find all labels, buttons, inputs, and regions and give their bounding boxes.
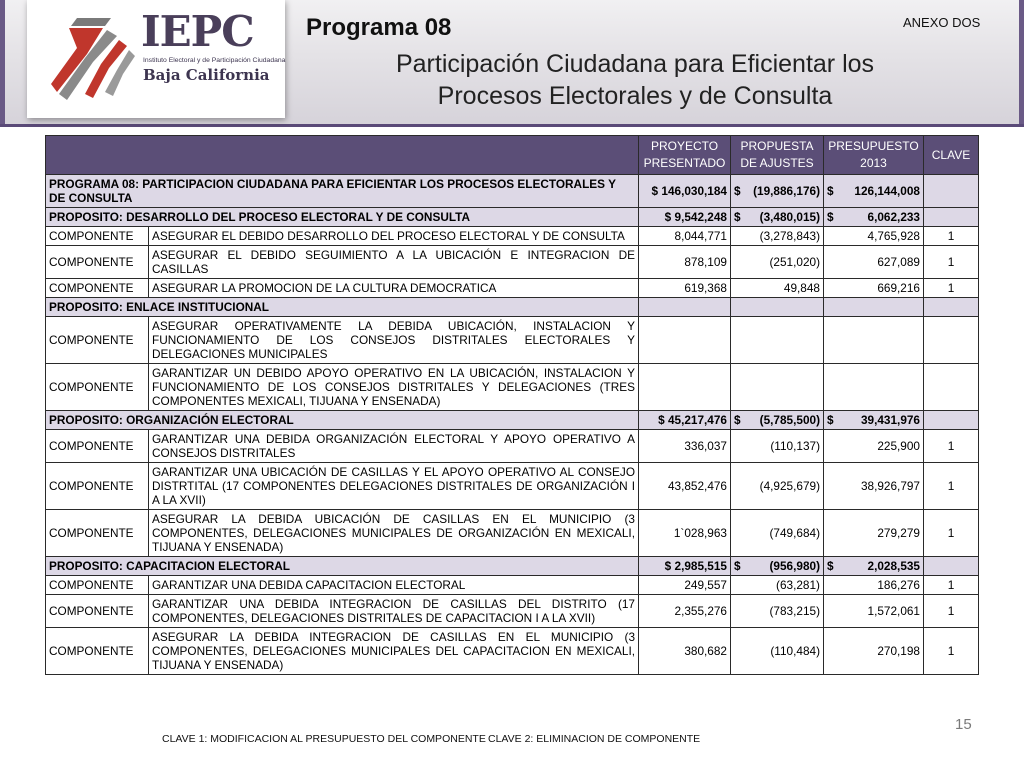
- component-type: COMPONENTE: [46, 364, 149, 411]
- program-total-row: [46, 175, 979, 208]
- section-row: [46, 557, 979, 576]
- section-label: PROPOSITO: CAPACITACION ELECTORAL: [46, 557, 639, 576]
- section-presupuesto-sign: $: [827, 413, 834, 427]
- section-presupuesto: 39,431,976: [860, 413, 920, 427]
- component-proyecto: 336,037: [639, 430, 731, 463]
- component-row: [46, 463, 979, 510]
- component-type: COMPONENTE: [46, 628, 149, 675]
- component-description: ASEGURAR EL DEBIDO SEGUIMIENTO A LA UBICACIÓN E INTEGRACION DE CASILLAS: [149, 246, 639, 279]
- page-number: 15: [955, 716, 972, 733]
- section-propuesta-cell: [731, 411, 824, 430]
- section-clave: [924, 411, 979, 430]
- logo-state-line: Baja California: [143, 66, 270, 84]
- component-clave: 1: [924, 227, 979, 246]
- program-presupuesto-sign: $: [827, 184, 834, 198]
- program-propuesta-sign: $: [734, 184, 741, 198]
- col-header-clave: CLAVE: [924, 136, 979, 175]
- col-header-proyecto: PROYECTO PRESENTADO: [639, 136, 731, 175]
- component-proyecto: 1`028,963: [639, 510, 731, 557]
- program-title: Programa 08: [306, 14, 452, 41]
- logo-institute-line: Instituto Electoral y de Participación Ciudadana: [143, 57, 286, 64]
- component-type: COMPONENTE: [46, 595, 149, 628]
- component-clave: 1: [924, 628, 979, 675]
- subtitle-line-1: Participación Ciudadana para Eficientar los: [395, 50, 875, 78]
- component-description: GARANTIZAR UN DEBIDO APOYO OPERATIVO EN LA UBICACIÓN, INSTALACION Y FUNCIONAMIENTO DE LOS CONSEJOS DISTRITALES Y DELEGACIONES (TRES COMPONENTES MEXICALI, TIJUANA Y ENSENADA): [149, 364, 639, 411]
- component-presupuesto: 669,216: [824, 279, 924, 298]
- component-type: COMPONENTE: [46, 246, 149, 279]
- component-description: ASEGURAR LA DEBIDA INTEGRACION DE CASILLAS EN EL MUNICIPIO (3 COMPONENTES, DELEGACIONES MUNICIPALES DEL CAPACITACION EN MEXICALI, TIJUANA Y ENSENADA): [149, 628, 639, 675]
- section-presupuesto-cell: [824, 557, 924, 576]
- component-proyecto: 249,557: [639, 576, 731, 595]
- component-row: [46, 510, 979, 557]
- component-proyecto: 878,109: [639, 246, 731, 279]
- program-subtitle: [300, 48, 970, 112]
- component-presupuesto: 38,926,797: [824, 463, 924, 510]
- component-clave: [924, 364, 979, 411]
- slide-header: [0, 0, 1024, 127]
- col-header-propuesta: PROPUESTA DE AJUSTES: [731, 136, 824, 175]
- component-clave: 1: [924, 463, 979, 510]
- component-type: COMPONENTE: [46, 317, 149, 364]
- program-propuesta: (19,886,176): [753, 184, 820, 198]
- component-description: GARANTIZAR UNA UBICACIÓN DE CASILLAS Y EL APOYO OPERATIVO AL CONSEJO DISTRTITAL (17 COMPONENTES DELEGACIONES DISTRITALES DE ORGANIZACIÓN I A LA XVII): [149, 463, 639, 510]
- component-propuesta: (749,684): [731, 510, 824, 557]
- component-row: [46, 595, 979, 628]
- component-presupuesto: 270,198: [824, 628, 924, 675]
- component-row: [46, 317, 979, 364]
- component-proyecto: 619,368: [639, 279, 731, 298]
- component-row: [46, 430, 979, 463]
- component-row: [46, 227, 979, 246]
- component-propuesta: (783,215): [731, 595, 824, 628]
- section-proyecto: $ 9,542,248: [639, 208, 731, 227]
- program-presupuesto-cell: [824, 175, 924, 208]
- component-proyecto: [639, 317, 731, 364]
- component-clave: 1: [924, 246, 979, 279]
- component-proyecto: 8,044,771: [639, 227, 731, 246]
- component-propuesta: (3,278,843): [731, 227, 824, 246]
- section-propuesta-cell: [731, 208, 824, 227]
- section-label: PROPOSITO: ENLACE INSTITUCIONAL: [46, 298, 639, 317]
- component-type: COMPONENTE: [46, 227, 149, 246]
- program-label: PROGRAMA 08: PARTICIPACION CIUDADANA PARA EFICIENTAR LOS PROCESOS ELECTORALES Y DE CONSULTA: [46, 175, 639, 208]
- logo-text: IEPC: [141, 7, 254, 56]
- program-proyecto: $ 146,030,184: [639, 175, 731, 208]
- component-row: [46, 576, 979, 595]
- component-presupuesto: 225,900: [824, 430, 924, 463]
- section-label: PROPOSITO: ORGANIZACIÓN ELECTORAL: [46, 411, 639, 430]
- component-type: COMPONENTE: [46, 279, 149, 298]
- header-blank-cell: [46, 136, 639, 175]
- section-presupuesto-sign: $: [827, 210, 834, 224]
- component-type: COMPONENTE: [46, 510, 149, 557]
- section-row: [46, 411, 979, 430]
- component-propuesta: (4,925,679): [731, 463, 824, 510]
- component-presupuesto: 279,279: [824, 510, 924, 557]
- component-clave: 1: [924, 510, 979, 557]
- component-presupuesto: 627,089: [824, 246, 924, 279]
- budget-table: [45, 135, 979, 675]
- component-proyecto: 2,355,276: [639, 595, 731, 628]
- component-type: COMPONENTE: [46, 430, 149, 463]
- section-presupuesto-cell: [824, 208, 924, 227]
- component-description: GARANTIZAR UNA DEBIDA ORGANIZACIÓN ELECTORAL Y APOYO OPERATIVO A CONSEJOS DISTRITALES: [149, 430, 639, 463]
- component-proyecto: 380,682: [639, 628, 731, 675]
- header-right-bar: [1019, 0, 1024, 124]
- iepc-logo-mark-icon: [47, 14, 139, 104]
- anexo-label: ANEXO DOS: [903, 15, 981, 30]
- component-propuesta: 49,848: [731, 279, 824, 298]
- section-propuesta: (956,980): [769, 559, 820, 573]
- section-clave: [924, 557, 979, 576]
- iepc-logo: [27, 0, 285, 118]
- component-clave: 1: [924, 576, 979, 595]
- section-propuesta-sign: $: [734, 413, 741, 427]
- section-propuesta-sign: $: [734, 210, 741, 224]
- section-presupuesto-cell: [824, 298, 924, 317]
- program-clave: [924, 175, 979, 208]
- section-presupuesto-cell: [824, 411, 924, 430]
- component-proyecto: 43,852,476: [639, 463, 731, 510]
- component-clave: [924, 317, 979, 364]
- component-description: GARANTIZAR UNA DEBIDA INTEGRACION DE CASILLAS DEL DISTRITO (17 COMPONENTES, DELEGACIONES DISTRITALES DE CAPACITACION I A LA XVII): [149, 595, 639, 628]
- component-type: COMPONENTE: [46, 463, 149, 510]
- component-clave: 1: [924, 595, 979, 628]
- component-clave: 1: [924, 430, 979, 463]
- component-row: [46, 279, 979, 298]
- component-propuesta: (110,484): [731, 628, 824, 675]
- component-presupuesto: 186,276: [824, 576, 924, 595]
- program-presupuesto: 126,144,008: [854, 184, 920, 198]
- section-presupuesto: 2,028,535: [867, 559, 920, 573]
- component-row: [46, 246, 979, 279]
- section-label: PROPOSITO: DESARROLLO DEL PROCESO ELECTORAL Y DE CONSULTA: [46, 208, 639, 227]
- section-proyecto: $ 45,217,476: [639, 411, 731, 430]
- component-row: [46, 364, 979, 411]
- section-propuesta-cell: [731, 557, 824, 576]
- section-propuesta-cell: [731, 298, 824, 317]
- program-propuesta-cell: [731, 175, 824, 208]
- component-presupuesto: [824, 317, 924, 364]
- component-presupuesto: 1,572,061: [824, 595, 924, 628]
- section-presupuesto-sign: $: [827, 559, 834, 573]
- table-header-row: [46, 136, 979, 175]
- section-clave: [924, 208, 979, 227]
- section-row: [46, 298, 979, 317]
- footnote-clave-2: CLAVE 2: ELIMINACION DE COMPONENTE: [488, 733, 701, 745]
- section-propuesta-sign: $: [734, 559, 741, 573]
- component-proyecto: [639, 364, 731, 411]
- component-description: ASEGURAR LA PROMOCION DE LA CULTURA DEMOCRATICA: [149, 279, 639, 298]
- subtitle-line-2: Procesos Electorales y de Consulta: [437, 82, 833, 110]
- component-description: ASEGURAR LA DEBIDA UBICACIÓN DE CASILLAS EN EL MUNICIPIO (3 COMPONENTES, DELEGACIONES MUNICIPALES DE ORGANIZACIÓN EN MEXICALI, TIJUANA Y ENSENADA): [149, 510, 639, 557]
- component-propuesta: (63,281): [731, 576, 824, 595]
- component-propuesta: [731, 317, 824, 364]
- component-presupuesto: 4,765,928: [824, 227, 924, 246]
- component-description: GARANTIZAR UNA DEBIDA CAPACITACION ELECTORAL: [149, 576, 639, 595]
- footnote-clave-1: CLAVE 1: MODIFICACION AL PRESUPUESTO DEL COMPONENTE: [162, 733, 486, 745]
- section-propuesta: (5,785,500): [759, 413, 820, 427]
- component-propuesta: (251,020): [731, 246, 824, 279]
- col-header-presupuesto: PRESUPUESTO 2013: [824, 136, 924, 175]
- component-row: [46, 628, 979, 675]
- section-proyecto: $ 2,985,515: [639, 557, 731, 576]
- section-clave: [924, 298, 979, 317]
- component-type: COMPONENTE: [46, 576, 149, 595]
- section-presupuesto: 6,062,233: [867, 210, 920, 224]
- component-presupuesto: [824, 364, 924, 411]
- component-description: ASEGURAR OPERATIVAMENTE LA DEBIDA UBICACIÓN, INSTALACION Y FUNCIONAMIENTO DE LOS CONSEJOS DISTRITALES ELECTORALES Y DELEGACIONES MUNICIPALES: [149, 317, 639, 364]
- section-proyecto: [639, 298, 731, 317]
- component-propuesta: (110,137): [731, 430, 824, 463]
- section-propuesta: (3,480,015): [759, 210, 820, 224]
- section-row: [46, 208, 979, 227]
- component-clave: 1: [924, 279, 979, 298]
- component-description: ASEGURAR EL DEBIDO DESARROLLO DEL PROCESO ELECTORAL Y DE CONSULTA: [149, 227, 639, 246]
- header-left-bar: [0, 0, 5, 124]
- component-propuesta: [731, 364, 824, 411]
